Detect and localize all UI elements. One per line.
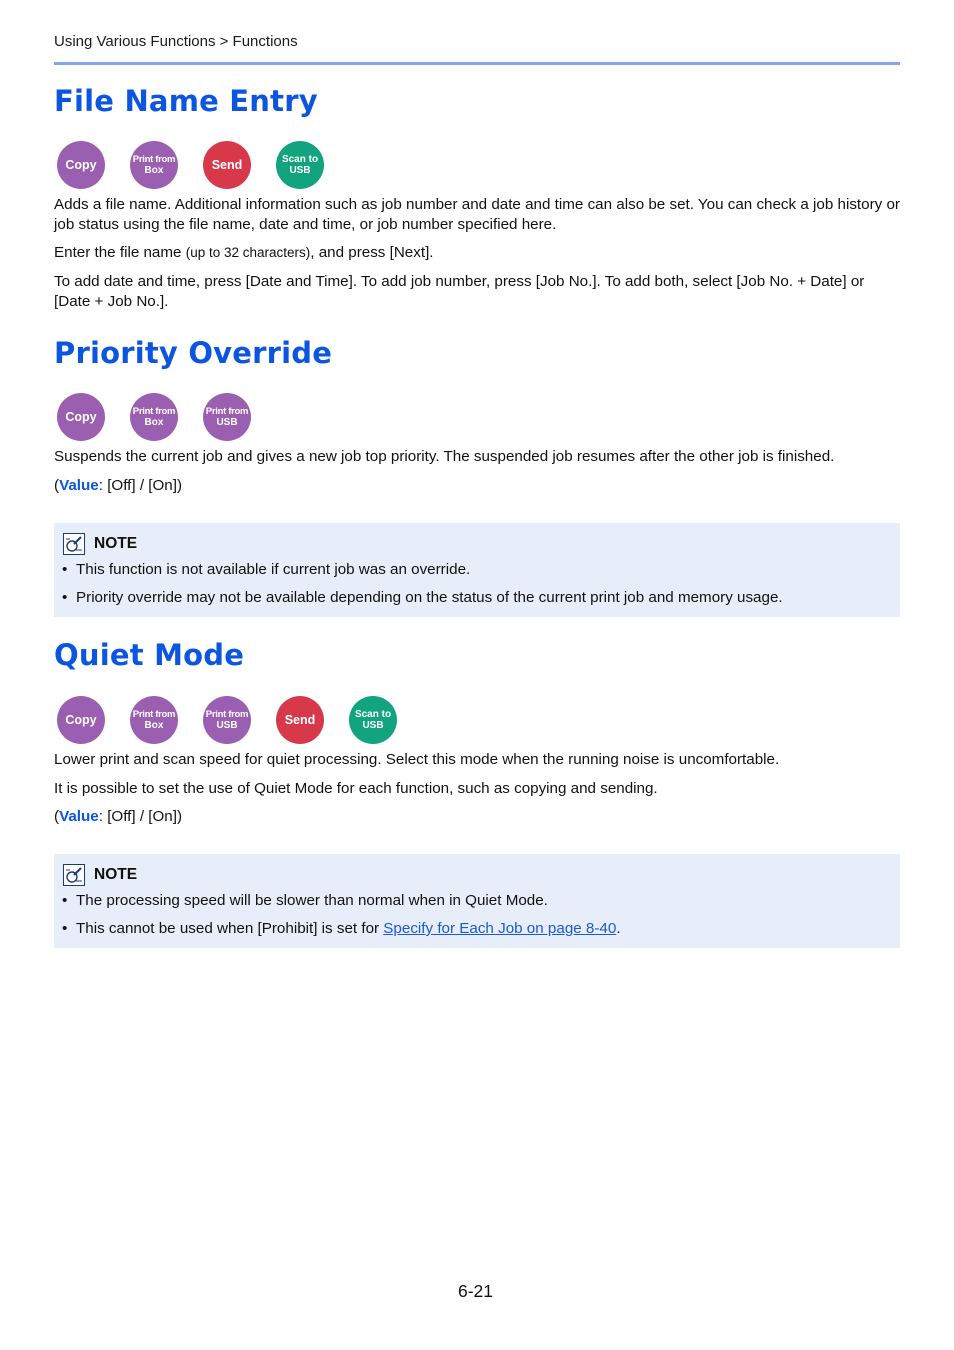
note-box-quiet-mode bbox=[54, 854, 900, 948]
print-from-usb-badge-icon: Print from USB bbox=[203, 696, 251, 744]
note-title: NOTE bbox=[94, 866, 138, 883]
copy-badge-icon: Copy bbox=[57, 393, 105, 441]
note-item: • The processing speed will be slower than normal when in Quiet Mode. bbox=[62, 892, 548, 909]
note-item: • This cannot be used when [Prohibit] is set for Specify for Each Job on page 8-40. bbox=[62, 920, 621, 937]
section-title-priority-override: Priority Override bbox=[54, 336, 333, 370]
priority-override-value: (Value: [Off] / [On]) bbox=[54, 477, 183, 494]
copy-badge-icon: Copy bbox=[57, 141, 105, 189]
file-name-entry-date-job-instruction: To add date and time, press [Date and Time]. To add job number, press [Job No.]. To add both, select [Job No. + Date] or [Date + Job No.]. bbox=[54, 273, 865, 310]
note-title: NOTE bbox=[94, 535, 138, 552]
quiet-mode-function-info: It is possible to set the use of Quiet Mode for each function, such as copying and sending. bbox=[54, 780, 658, 797]
scan-to-usb-badge-icon: Scan to USB bbox=[349, 696, 397, 744]
section-title-quiet-mode: Quiet Mode bbox=[54, 638, 245, 672]
note-item: • Priority override may not be available depending on the status of the current print job and memory usage. bbox=[62, 589, 783, 606]
file-name-entry-instruction: Enter the file name (up to 32 characters), and press [Next]. bbox=[54, 244, 434, 261]
specify-for-each-job-link[interactable]: Specify for Each Job on page 8-40 bbox=[383, 920, 617, 937]
print-from-box-badge-icon: Print from Box bbox=[130, 393, 178, 441]
copy-badge-icon: Copy bbox=[57, 696, 105, 744]
send-badge-icon: Send bbox=[276, 696, 324, 744]
quiet-mode-value: (Value: [Off] / [On]) bbox=[54, 808, 183, 825]
file-name-entry-description: Adds a file name. Additional information such as job number and date and time can also be set. You can check a job history or job status using the file name, date and time, or job number specified here. bbox=[54, 196, 900, 233]
print-from-usb-badge-icon: Print from USB bbox=[203, 393, 251, 441]
print-from-box-badge-icon: Print from Box bbox=[130, 696, 178, 744]
section-title-file-name-entry: File Name Entry bbox=[54, 84, 318, 118]
note-pen-icon bbox=[63, 864, 85, 886]
quiet-mode-description: Lower print and scan speed for quiet processing. Select this mode when the running noise is uncomfortable. bbox=[54, 751, 780, 768]
send-badge-icon: Send bbox=[203, 141, 251, 189]
priority-override-description: Suspends the current job and gives a new job top priority. The suspended job resumes after the other job is finished. bbox=[54, 448, 835, 465]
scan-to-usb-badge-icon: Scan to USB bbox=[276, 141, 324, 189]
note-header bbox=[63, 533, 137, 555]
function-badges-file-name-entry bbox=[57, 141, 324, 189]
note-box-priority-override bbox=[54, 523, 900, 617]
note-header bbox=[63, 864, 137, 886]
function-badges-priority-override bbox=[57, 393, 251, 441]
print-from-box-badge-icon: Print from Box bbox=[130, 141, 178, 189]
page-number: 6-21 bbox=[458, 1281, 494, 1301]
breadcrumb: Using Various Functions > Functions bbox=[54, 33, 298, 50]
function-badges-quiet-mode bbox=[57, 696, 397, 744]
header-rule bbox=[54, 62, 900, 65]
note-pen-icon bbox=[63, 533, 85, 555]
note-item: • This function is not available if current job was an override. bbox=[62, 561, 471, 578]
